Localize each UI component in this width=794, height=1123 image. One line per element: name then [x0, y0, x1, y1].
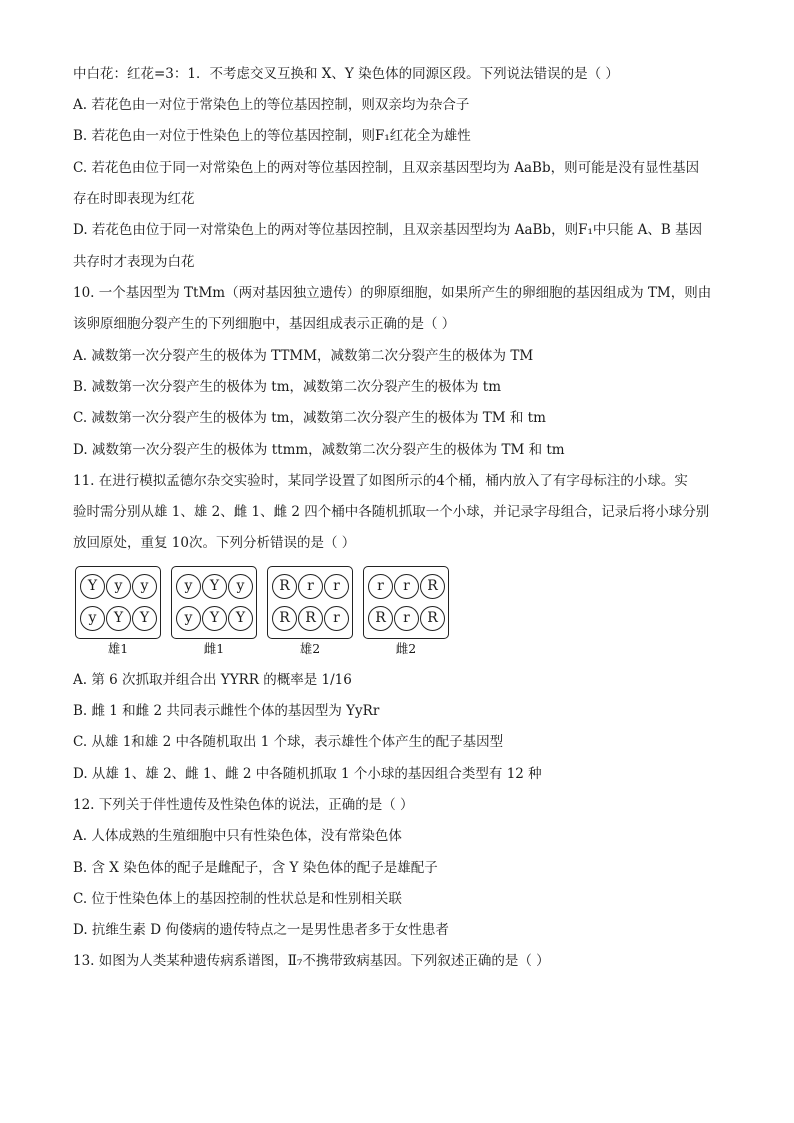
q12-option-c: C. 位于性染色体上的基因控制的性状总是和性别相关联 — [73, 891, 402, 907]
ball: y — [176, 574, 201, 599]
q11-option-b: B. 雌 1 和雌 2 共同表示雌性个体的基因型为 YyRr — [73, 703, 380, 719]
ball: r — [324, 606, 349, 631]
ball: Y — [202, 606, 227, 631]
ball: r — [324, 574, 349, 599]
q10-stem-cont: 该卵原细胞分裂产生的下列细胞中，基因组成表示正确的是（ ） — [73, 316, 456, 332]
ball: Y — [228, 606, 253, 631]
q12-stem: 12. 下列关于伴性遗传及性染色体的说法，正确的是（ ） — [73, 797, 414, 813]
ball: r — [394, 606, 419, 631]
bucket-label: 雌2 — [395, 641, 417, 656]
q11-option-d: D. 从雄 1、雄 2、雌 1、雌 2 中各随机抓取 1 个小球的基因组合类型有 12 种 — [73, 766, 542, 782]
q10-stem: 10. 一个基因型为 TtMm（两对基因独立遗传）的卵原细胞，如果所产生的卵细胞的基因组成为 TM，则由 — [73, 285, 712, 301]
q9-option-b: B. 若花色由一对位于性染色上的等位基因控制，则F₁红花全为雄性 — [73, 128, 471, 144]
q9-option-a: A. 若花色由一对位于常染色上的等位基因控制，则双亲均为杂合子 — [73, 97, 470, 113]
q10-option-b: B. 减数第一次分裂产生的极体为 tm，减数第二次分裂产生的极体为 tm — [73, 379, 502, 395]
q12-option-d: D. 抗维生素 D 佝偻病的遗传特点之一是男性患者多于女性患者 — [73, 922, 449, 938]
q10-option-c: C. 减数第一次分裂产生的极体为 tm，减数第二次分裂产生的极体为 TM 和 tm — [73, 410, 546, 426]
q9-option-c-cont: 存在时即表现为红花 — [73, 191, 195, 207]
bucket-male-2 — [267, 566, 353, 639]
q9-text-tail: 中白花：红花=3：1．不考虑交叉互换和 X、Y 染色体的同源区段。下列说法错误的是（ ） — [73, 66, 619, 82]
bucket-label: 雄2 — [299, 641, 321, 656]
q11-stem: 11. 在进行模拟孟德尔杂交实验时，某同学设置了如图所示的4个桶，桶内放入了有字母标注的小球。实 — [73, 473, 688, 489]
q13-stem: 13. 如图为人类某种遗传病系谱图，Ⅱ₇不携带致病基因。下列叙述正确的是（ ） — [73, 953, 550, 969]
q12-option-a: A. 人体成熟的生殖细胞中只有性染色体，没有常染色体 — [73, 828, 402, 844]
ball: Y — [202, 574, 227, 599]
ball: y — [106, 574, 131, 599]
q9-option-d: D. 若花色由位于同一对常染色上的两对等位基因控制，且双亲基因型均为 AaBb，则F₁中只能 A、B 基因 — [73, 222, 703, 238]
q9-option-d-cont: 共存时才表现为白花 — [73, 254, 195, 270]
q11-stem-cont: 验时需分别从雄 1、雄 2、雌 1、雌 2 四个桶中各随机抓取一个小球，并记录字母组合，记录后将小球分别 — [73, 504, 710, 520]
bucket-female-2 — [363, 566, 449, 639]
ball: r — [394, 574, 419, 599]
q12-option-b: B. 含 X 染色体的配子是雌配子，含 Y 染色体的配子是雄配子 — [73, 860, 438, 876]
q11-option-c: C. 从雄 1和雄 2 中各随机取出 1 个球，表示雄性个体产生的配子基因型 — [73, 734, 504, 750]
ball: Y — [80, 574, 105, 599]
bucket-label: 雌1 — [203, 641, 225, 656]
q11-stem-cont-2: 放回原处，重复 10次。下列分析错误的是（ ） — [73, 535, 356, 551]
ball: R — [420, 606, 445, 631]
ball: R — [298, 606, 323, 631]
ball: y — [228, 574, 253, 599]
ball: R — [272, 606, 297, 631]
ball: y — [80, 606, 105, 631]
bucket-label: 雄1 — [107, 641, 129, 656]
ball: y — [176, 606, 201, 631]
bucket-male-1 — [75, 566, 161, 639]
ball: R — [420, 574, 445, 599]
bucket-female-1 — [171, 566, 257, 639]
ball: R — [368, 606, 393, 631]
bucket-figure — [73, 566, 463, 658]
ball: r — [368, 574, 393, 599]
ball: r — [298, 574, 323, 599]
q9-option-c: C. 若花色由位于同一对常染色上的两对等位基因控制，且双亲基因型均为 AaBb，则可能是没有显性基因 — [73, 160, 700, 176]
q10-option-d: D. 减数第一次分裂产生的极体为 ttmm，减数第二次分裂产生的极体为 TM 和 tm — [73, 442, 565, 458]
q10-option-a: A. 减数第一次分裂产生的极体为 TTMM，减数第二次分裂产生的极体为 TM — [73, 348, 534, 364]
q11-option-a: A. 第 6 次抓取并组合出 YYRR 的概率是 1/16 — [73, 672, 352, 688]
ball: Y — [132, 606, 157, 631]
ball: y — [132, 574, 157, 599]
ball: R — [272, 574, 297, 599]
ball: Y — [106, 606, 131, 631]
